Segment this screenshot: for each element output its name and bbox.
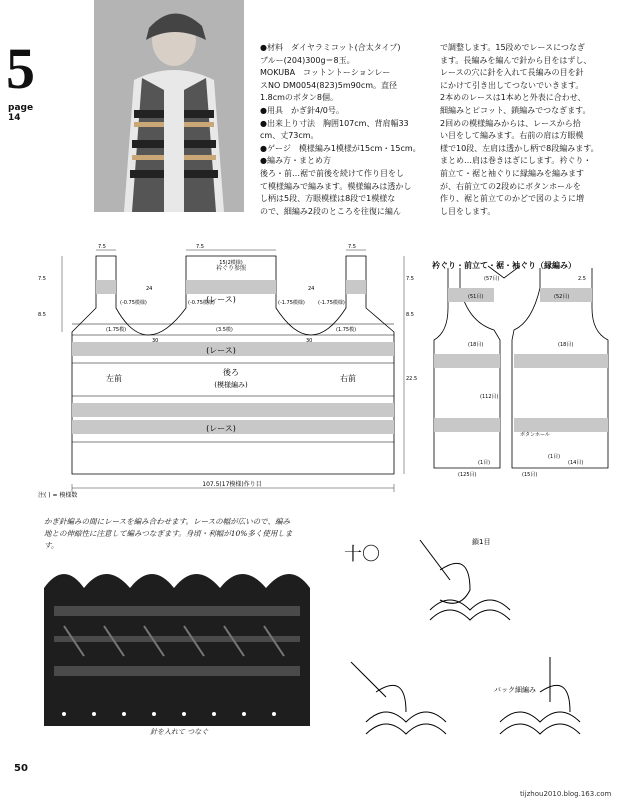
swatch-caption: 針を入れて つなぐ — [150, 728, 209, 736]
svg-text:7.5: 7.5 — [406, 276, 414, 282]
svg-text:2.5: 2.5 — [578, 276, 586, 282]
svg-text:(51目): (51目) — [468, 294, 484, 300]
lace-label-top: (レース) — [206, 295, 236, 304]
crochet-illustration-2 — [346, 652, 466, 742]
back-label: 後ろ — [223, 368, 239, 377]
model-photo — [94, 0, 244, 212]
svg-text:8.5: 8.5 — [406, 312, 414, 318]
svg-text:7.5: 7.5 — [348, 244, 356, 250]
svg-text:(14目): (14目) — [568, 460, 584, 466]
chain-symbol: 十〇 — [344, 544, 380, 565]
svg-text:(-1.75模様): (-1.75模様) — [278, 300, 305, 306]
page-reference: page 14 — [8, 103, 34, 123]
svg-text:30: 30 — [152, 338, 159, 344]
svg-text:(3.5模): (3.5模) — [216, 327, 233, 333]
page-number: 50 — [14, 763, 28, 774]
lace-label-mid: (レース) — [206, 346, 236, 355]
svg-text:(112目): (112目) — [480, 394, 499, 400]
pattern-number: 5 — [6, 36, 35, 101]
svg-text:(1.75模): (1.75模) — [336, 327, 357, 333]
svg-text:(1目): (1目) — [548, 454, 561, 460]
right-front-label: 右前 — [340, 374, 356, 383]
svg-text:7.5: 7.5 — [98, 244, 106, 250]
pattern-label: (模様編み) — [214, 381, 248, 389]
instructions-column-1: ●材料 ダイヤラミコット(合太タイプ) ブルー(204)300g＝8玉。 MOKUBA コットントーションレー スNO DM0054(823)5m90cm。直径 1.8cmのボタン8個。 ●用具 かぎ針4/0号。 ●出来上り寸法 胸囲107cm、背肩幅33 cm、丈73cm。 ●ゲージ 模様編み1模様が15cm・15cm。 ●編み方・まとめ方 後ろ・前…裾で前後を続けて作り目をし て模様編みで編みます。模様編みは透かし し柄は5段、方眼模様は8段で1模様な ので、細編み2段のところを往復に編ん — [260, 43, 421, 216]
svg-text:7.5: 7.5 — [196, 244, 204, 250]
body-schematic — [36, 244, 418, 500]
repeat-note: 注( ) = 模様数 — [38, 492, 78, 499]
svg-text:(18目): (18目) — [558, 342, 574, 348]
svg-text:(15目): (15目) — [522, 472, 538, 478]
border-diagram-title: 衿ぐり・前立て・裾・袖ぐり（縁編み） — [432, 261, 576, 270]
crochet-illustration-3 — [490, 652, 610, 742]
bottom-dimension: 107.5(17模様)作り目 — [202, 481, 262, 488]
stitch-label: 鎖1目 — [472, 538, 491, 546]
svg-text:(-0.75模様): (-0.75模様) — [188, 300, 215, 306]
svg-text:(-0.75模様): (-0.75模様) — [120, 300, 147, 306]
left-front-label: 左前 — [106, 374, 122, 383]
svg-text:(18目): (18目) — [468, 342, 484, 348]
instructions-column-2: で調整します。15段めでレースにつなぎ ます。長編みを編んで針から目をはずし、 レースの穴に針を入れて長編みの目を針 にかけて引き出してつないでいきます。 2本めのレースは1本めと外表に合わせ、 細編みとピコット、鎖編みでつなぎます。 2回めの模様編みからは、レースから拾 い目をして編みます。右前の肩は方眼模 様で10段、左肩は透かし柄で8段編みます。 まとめ…肩は巻きはぎにします。衿ぐり・ 前立て・裾と袖ぐりに縁編みを編みます が、右前立ての2段めにボタンホールを 作り、裾と前立てのかどで図のように増 し目をします。 — [440, 43, 599, 216]
svg-text:(1目): (1目) — [478, 460, 491, 466]
svg-text:7.5: 7.5 — [38, 276, 46, 282]
border-schematic — [428, 258, 618, 494]
svg-text:(57目): (57目) — [484, 276, 500, 282]
svg-text:22.5: 22.5 — [406, 376, 418, 382]
svg-text:ボタンホール: ボタンホール — [520, 432, 550, 438]
svg-text:24: 24 — [146, 286, 153, 292]
svg-text:30: 30 — [306, 338, 313, 344]
svg-text:8.5: 8.5 — [38, 312, 46, 318]
lace-label-bottom: (レース) — [206, 424, 236, 433]
svg-text:(1.75模): (1.75模) — [106, 327, 127, 333]
swatch-note: かぎ針編みの間にレースを編み合わせます。レースの幅が広いので、編み地との伸縮性に注意して編みつなぎます。身頃・利幅が10%多く使用します。 — [44, 517, 293, 550]
svg-text:24: 24 — [308, 286, 315, 292]
back-stitch-label: バック細編み — [494, 686, 536, 694]
svg-text:(125目): (125目) — [458, 472, 477, 478]
svg-text:(52目): (52目) — [554, 294, 570, 300]
svg-text:15(2模様): 15(2模様) — [219, 260, 243, 266]
svg-text:(-1.75模様): (-1.75模様) — [318, 300, 345, 306]
neck-note: 衿ぐり参照 — [215, 265, 247, 272]
source-url: tijzhou2010.blog.163.com — [520, 790, 612, 798]
swatch-photo — [44, 566, 310, 726]
crochet-illustration-1 — [410, 530, 530, 630]
